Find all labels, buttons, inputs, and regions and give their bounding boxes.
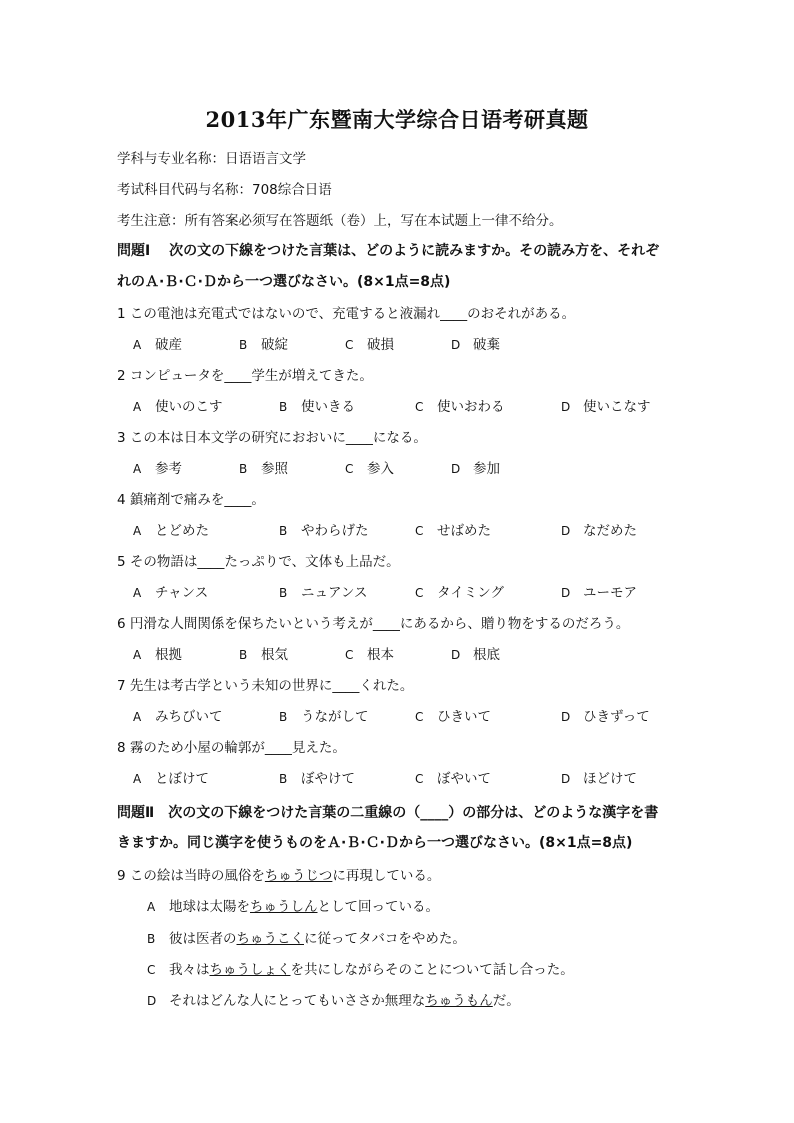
answer-option-a[interactable]: A 破産 <box>133 337 182 353</box>
answer-option-c[interactable]: C ひきいて <box>415 709 491 725</box>
answer-option-d[interactable]: D ほどけて <box>561 771 637 787</box>
notice-line: 考生注意：所有答案必须写在答题纸（卷）上，写在本试题上一律不给分。 <box>117 213 563 229</box>
answer-option-c[interactable]: C 破損 <box>345 337 394 353</box>
answer-option-b[interactable]: B 根気 <box>239 647 288 663</box>
answer-option-c[interactable]: C タイミング <box>415 585 504 601</box>
question-8: 8 霧のため小屋の輪郭が____見えた。 <box>117 740 346 756</box>
answer-option-d[interactable]: D ひきずって <box>561 709 650 725</box>
answer-option-b[interactable]: B 使いきる <box>279 399 355 415</box>
section1-instruction-line2: れのＡ·Ｂ·Ｃ·Ｄから一つ選びなさい。(8×1点=8点) <box>117 274 451 290</box>
question-5: 5 その物語は____たっぷりで、文体も上品だ。 <box>117 554 400 570</box>
answer-option-d[interactable]: D 参加 <box>451 461 500 477</box>
answer-option-c[interactable]: C 根本 <box>345 647 394 663</box>
answer-option-a[interactable]: A とどめた <box>133 523 209 539</box>
answer-option-c[interactable]: C ぼやいて <box>415 771 491 787</box>
code-line: 考试科目代码与名称：708综合日语 <box>117 182 332 198</box>
section1-instruction-line1: 問題Ⅰ 次の文の下線をつけた言葉は、どのように読みますか。その読み方を、それぞ <box>117 243 660 259</box>
question-7: 7 先生は考古学という未知の世界に____くれた。 <box>117 678 414 694</box>
question-2: 2 コンピュータを____学生が増えてきた。 <box>117 368 373 384</box>
subject-line: 学科与专业名称：日语语言文学 <box>117 151 306 167</box>
section2-instruction-line2: きますか。同じ漢字を使うものをＡ·Ｂ·Ｃ·Ｄから一つ選びなさい。(8×1点=8点) <box>117 835 633 851</box>
answer-option-b[interactable]: B 参照 <box>239 461 288 477</box>
question-4: 4 鎮痛剤で痛みを____。 <box>117 492 265 508</box>
q9-after: に再現している。 <box>332 868 441 884</box>
answer-option-b[interactable]: B ニュアンス <box>279 585 368 601</box>
answer-option-a[interactable]: A 根拠 <box>133 647 182 663</box>
answer-option-a[interactable]: A みちびいて <box>133 709 223 725</box>
answer-option-d[interactable]: D ユーモア <box>561 585 637 601</box>
q9-underlined: ちゅうじつ <box>264 868 333 884</box>
answer-option-d[interactable]: D 使いこなす <box>561 399 651 415</box>
answer-option-c[interactable]: C せばめた <box>415 523 491 539</box>
section2-instruction-line1: 問題Ⅱ 次の文の下線をつけた言葉の二重線の（____）の部分は、どのような漢字を書 <box>117 805 659 821</box>
answer-option-d[interactable]: D 根底 <box>451 647 500 663</box>
answer-option-a[interactable]: A 参考 <box>133 461 182 477</box>
page-title: 2013年广东暨南大学综合日语考研真题 <box>205 107 589 132</box>
q9-option-a[interactable]: A 地球は太陽をちゅうしんとして回っている。 <box>147 899 439 915</box>
answer-option-a[interactable]: A とぼけて <box>133 771 209 787</box>
answer-option-c[interactable]: C 使いおわる <box>415 399 505 415</box>
question-9 <box>117 864 440 884</box>
q9-option-c[interactable]: C 我々はちゅうしょくを共にしながらそのことについて話し合った。 <box>147 962 574 978</box>
answer-option-a[interactable]: A 使いのこす <box>133 399 223 415</box>
question-1: 1 この電池は充電式ではないので、充電すると液漏れ____のおそれがある。 <box>117 306 576 322</box>
answer-option-c[interactable]: C 参入 <box>345 461 394 477</box>
answer-option-d[interactable]: D 破棄 <box>451 337 500 353</box>
q9-option-b[interactable]: B 彼は医者のちゅうこくに従ってタバコをやめた。 <box>147 931 466 947</box>
answer-option-b[interactable]: B うながして <box>279 709 369 725</box>
question-6: 6 円滑な人間関係を保ちたいという考えが____にあるから、贈り物をするのだろう。 <box>117 616 630 632</box>
answer-option-d[interactable]: D なだめた <box>561 523 637 539</box>
answer-option-b[interactable]: B ぼやけて <box>279 771 355 787</box>
answer-option-b[interactable]: B やわらげた <box>279 523 369 539</box>
question-3: 3 この本は日本文学の研究におおいに____になる。 <box>117 430 427 446</box>
q9-before: 9 この絵は当時の風俗を <box>117 868 265 884</box>
answer-option-a[interactable]: A チャンス <box>133 585 209 601</box>
q9-option-d[interactable]: D それはどんな人にとってもいささか無理なちゅうもんだ。 <box>147 993 520 1009</box>
answer-option-b[interactable]: B 破綻 <box>239 337 288 353</box>
